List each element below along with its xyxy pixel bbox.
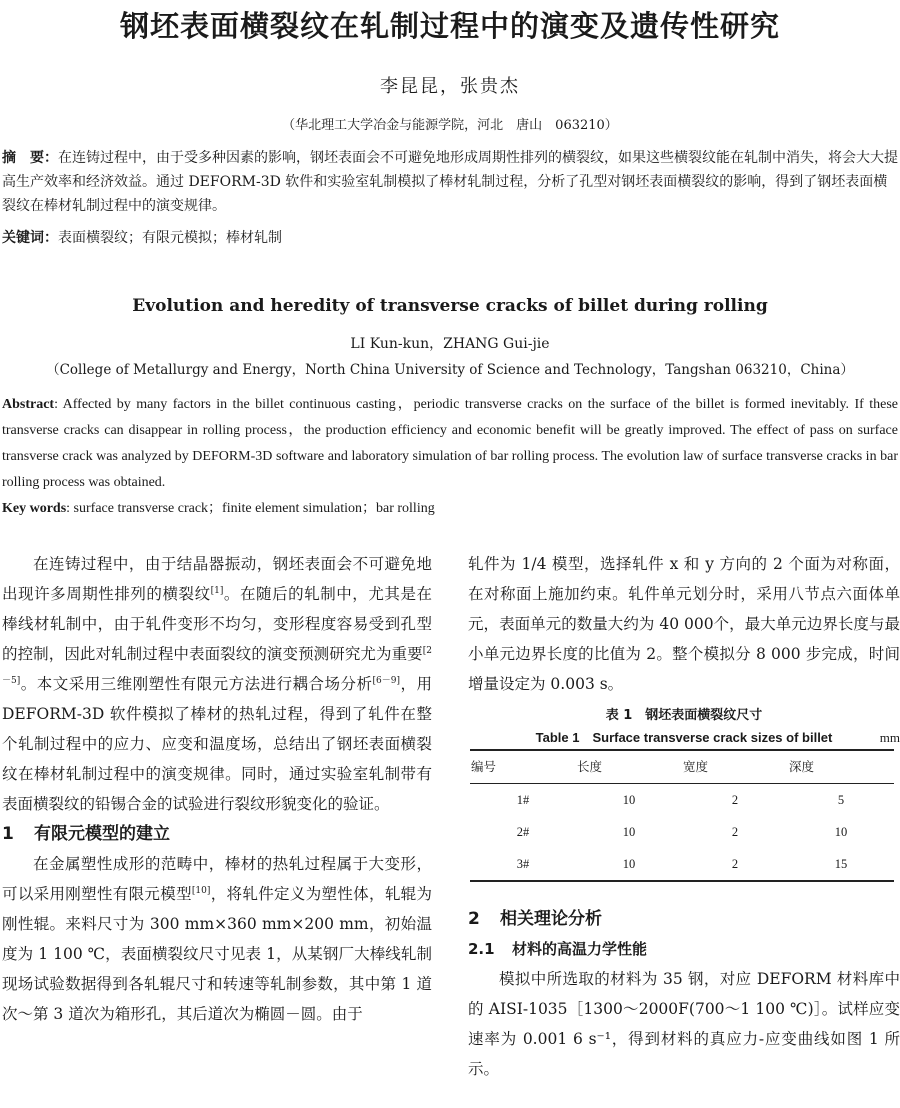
table-header-cell: 深度 [789,759,815,774]
section-1-text-2: ，将轧件定义为塑性体，轧辊为刚性辊。来料尺寸为 300 mm×360 mm×200 mm，初始温度为 1 100 ℃，表面横裂纹尺寸见表 1，从某钢厂大棒线轧制现场试验数据得到各轧辊尺寸和转速等轧制参数，其中第 1 道次～第 3 道次为箱形孔，其后道次为椭圆－圆。由于 [2,885,432,1023]
affiliation: （华北理工大学冶金与能源学院，河北 唐山 063210） [282,118,618,133]
table-1-unit: mm [879,730,900,745]
abstract-cn-label: 摘 要： [2,150,58,166]
authors: 李昆昆，张贵杰 [380,76,520,97]
table-row [470,848,894,881]
left-column [2,549,432,1029]
english-affiliation: （College of Metallurgy and Energy，North China University of Science and Technology，Tangshan 063210，China） [46,362,854,378]
english-authors: LI Kun-kun，ZHANG Gui-jie [350,336,550,352]
keywords-en [2,496,898,522]
table-cell: 2 [731,825,739,839]
table-row [470,784,894,817]
abstract-cn [2,146,898,218]
abstract-en [2,392,898,496]
section-2-1-title: 材料的高温力学性能 [512,940,648,958]
keywords-en-text: : surface transverse crack；finite element simulation；bar rolling [66,501,435,516]
table-1-caption-en-text: Table 1 Surface transverse crack sizes of billet [535,730,833,745]
keywords-cn-text: 表面横裂纹；有限元模拟；棒材轧制 [58,230,282,246]
intro-paragraph [2,549,432,819]
section-2-title: 相关理论分析 [500,909,602,929]
table-cell: 15 [834,857,848,871]
intro-text-4: ，用 DEFORM-3D 软件模拟了棒材的热轧过程，得到了轧件在整个轧制过程中的应力、应变和温度场，总结出了钢坯表面横裂纹在棒材轧制过程中的演变规律。同时，通过实验室轧制带有表面横裂纹的铅锡合金的试验进行裂纹形貌变化的验证。 [2,675,432,813]
table-cell: 1# [516,793,530,807]
intro-text-1: 在连铸过程中，由于结晶器振动，钢坯表面会不可避免地出现许多周期性排列的横裂纹 [2,555,432,603]
section-1-heading [2,819,432,849]
citation-4[interactable]: [10] [191,885,211,896]
table-cell: 10 [834,825,848,839]
intro-text-3: 。本文采用三维刚塑性有限元方法进行耦合场分析 [20,675,373,693]
citation-2[interactable]: [2－5] [2,645,432,686]
section-1-paragraph [2,849,432,1029]
english-title: Evolution and heredity of transverse cracks of billet during rolling [132,296,768,316]
citation-3[interactable]: [6－9] [372,675,400,686]
section-1-title: 有限元模型的建立 [34,824,170,844]
right-paragraph-1: 轧件为 1/4 模型，选择轧件 x 和 y 方向的 2 个面为对称面，在对称面上施加约束。轧件单元划分时，采用八节点六面体单元，表面单元的数量大约为 40 000个，最大单元边界长度与最小单元边界长度的比值为 2。整个模拟分 8 000 步完成，时间增量设定为 0.003 s。 [468,555,900,693]
table-header-cell: 宽度 [683,759,709,774]
abstract-cn-text: 在连铸过程中，由于受多种因素的影响，钢坯表面会不可避免地形成周期性排列的横裂纹，如果这些横裂纹能在轧制中消失，将会大大提高生产效率和经济效益。通过 DEFORM-3D 软件和实验室轧制模拟了棒材轧制过程，分析了孔型对钢坯表面横裂纹的影响，得到了钢坯表面横裂纹在棒材轧制过程中的演变规律。 [2,150,898,214]
section-2-heading [468,904,900,934]
section-1-text-1: 在金属塑性成形的范畴中，棒材的热轧过程属于大变形，可以采用刚塑性有限元模型 [2,855,432,903]
table-header-row [470,750,894,784]
right-column [468,549,900,1084]
table-cell: 10 [622,857,636,871]
section-1-number: 1 [2,824,14,844]
table-header-cell: 编号 [471,759,497,774]
section-2-number: 2 [468,909,480,929]
citation-1[interactable]: [1] [210,585,224,596]
paper-title: 钢坯表面横裂纹在轧制过程中的演变及遗传性研究 [119,9,780,43]
table-header-cell: 长度 [577,759,603,774]
keywords-en-label: Key words [2,501,67,516]
abstract-en-text: : Affected by many factors in the billet continuous casting，periodic transverse cracks on the surface of the billet is formed inevitably. If these transverse cracks can disappear in rolling process，the production efficiency and economic benefit will be greatly improved. The effect of pass on surface transverse crack was analyzed by DEFORM-3D software and laboratory simulation of bar rolling process. The evolution law of surface transverse cracks in bar rolling process was obtained. [2,397,898,490]
table-cell: 5 [837,793,845,807]
abstract-en-label: Abstract [2,397,55,412]
keywords-cn [2,226,898,250]
table-cell: 10 [622,825,636,839]
table-1 [470,749,894,882]
table-row [470,816,894,848]
table-1-caption-cn: 表 1 钢坯表面横裂纹尺寸 [605,708,763,723]
table-cell: 2# [516,825,530,839]
table-cell: 2 [731,857,739,871]
table-cell: 10 [622,793,636,807]
table-cell: 2 [731,793,739,807]
keywords-cn-label: 关键词： [2,230,58,246]
section-2-1-paragraph: 模拟中所选取的材料为 35 钢，对应 DEFORM 材料库中的 AISI-1035［1300～2000F(700～1 100 ℃)］。试样应变速率为 0.001 6 s⁻¹，得到材料的真应力-应变曲线如图 1 所示。 [468,970,900,1078]
intro-text-2: 。在随后的轧制中，尤其是在棒线材轧制中，由于轧件变形不均匀，变形程度容易受到孔型的控制，因此对轧制过程中表面裂纹的演变预测研究尤为重要 [2,585,432,663]
table-1-caption-en [468,727,900,749]
table-cell: 3# [516,857,530,871]
section-2-1-number: 2.1 [468,940,495,958]
section-2-1-heading [468,934,900,964]
